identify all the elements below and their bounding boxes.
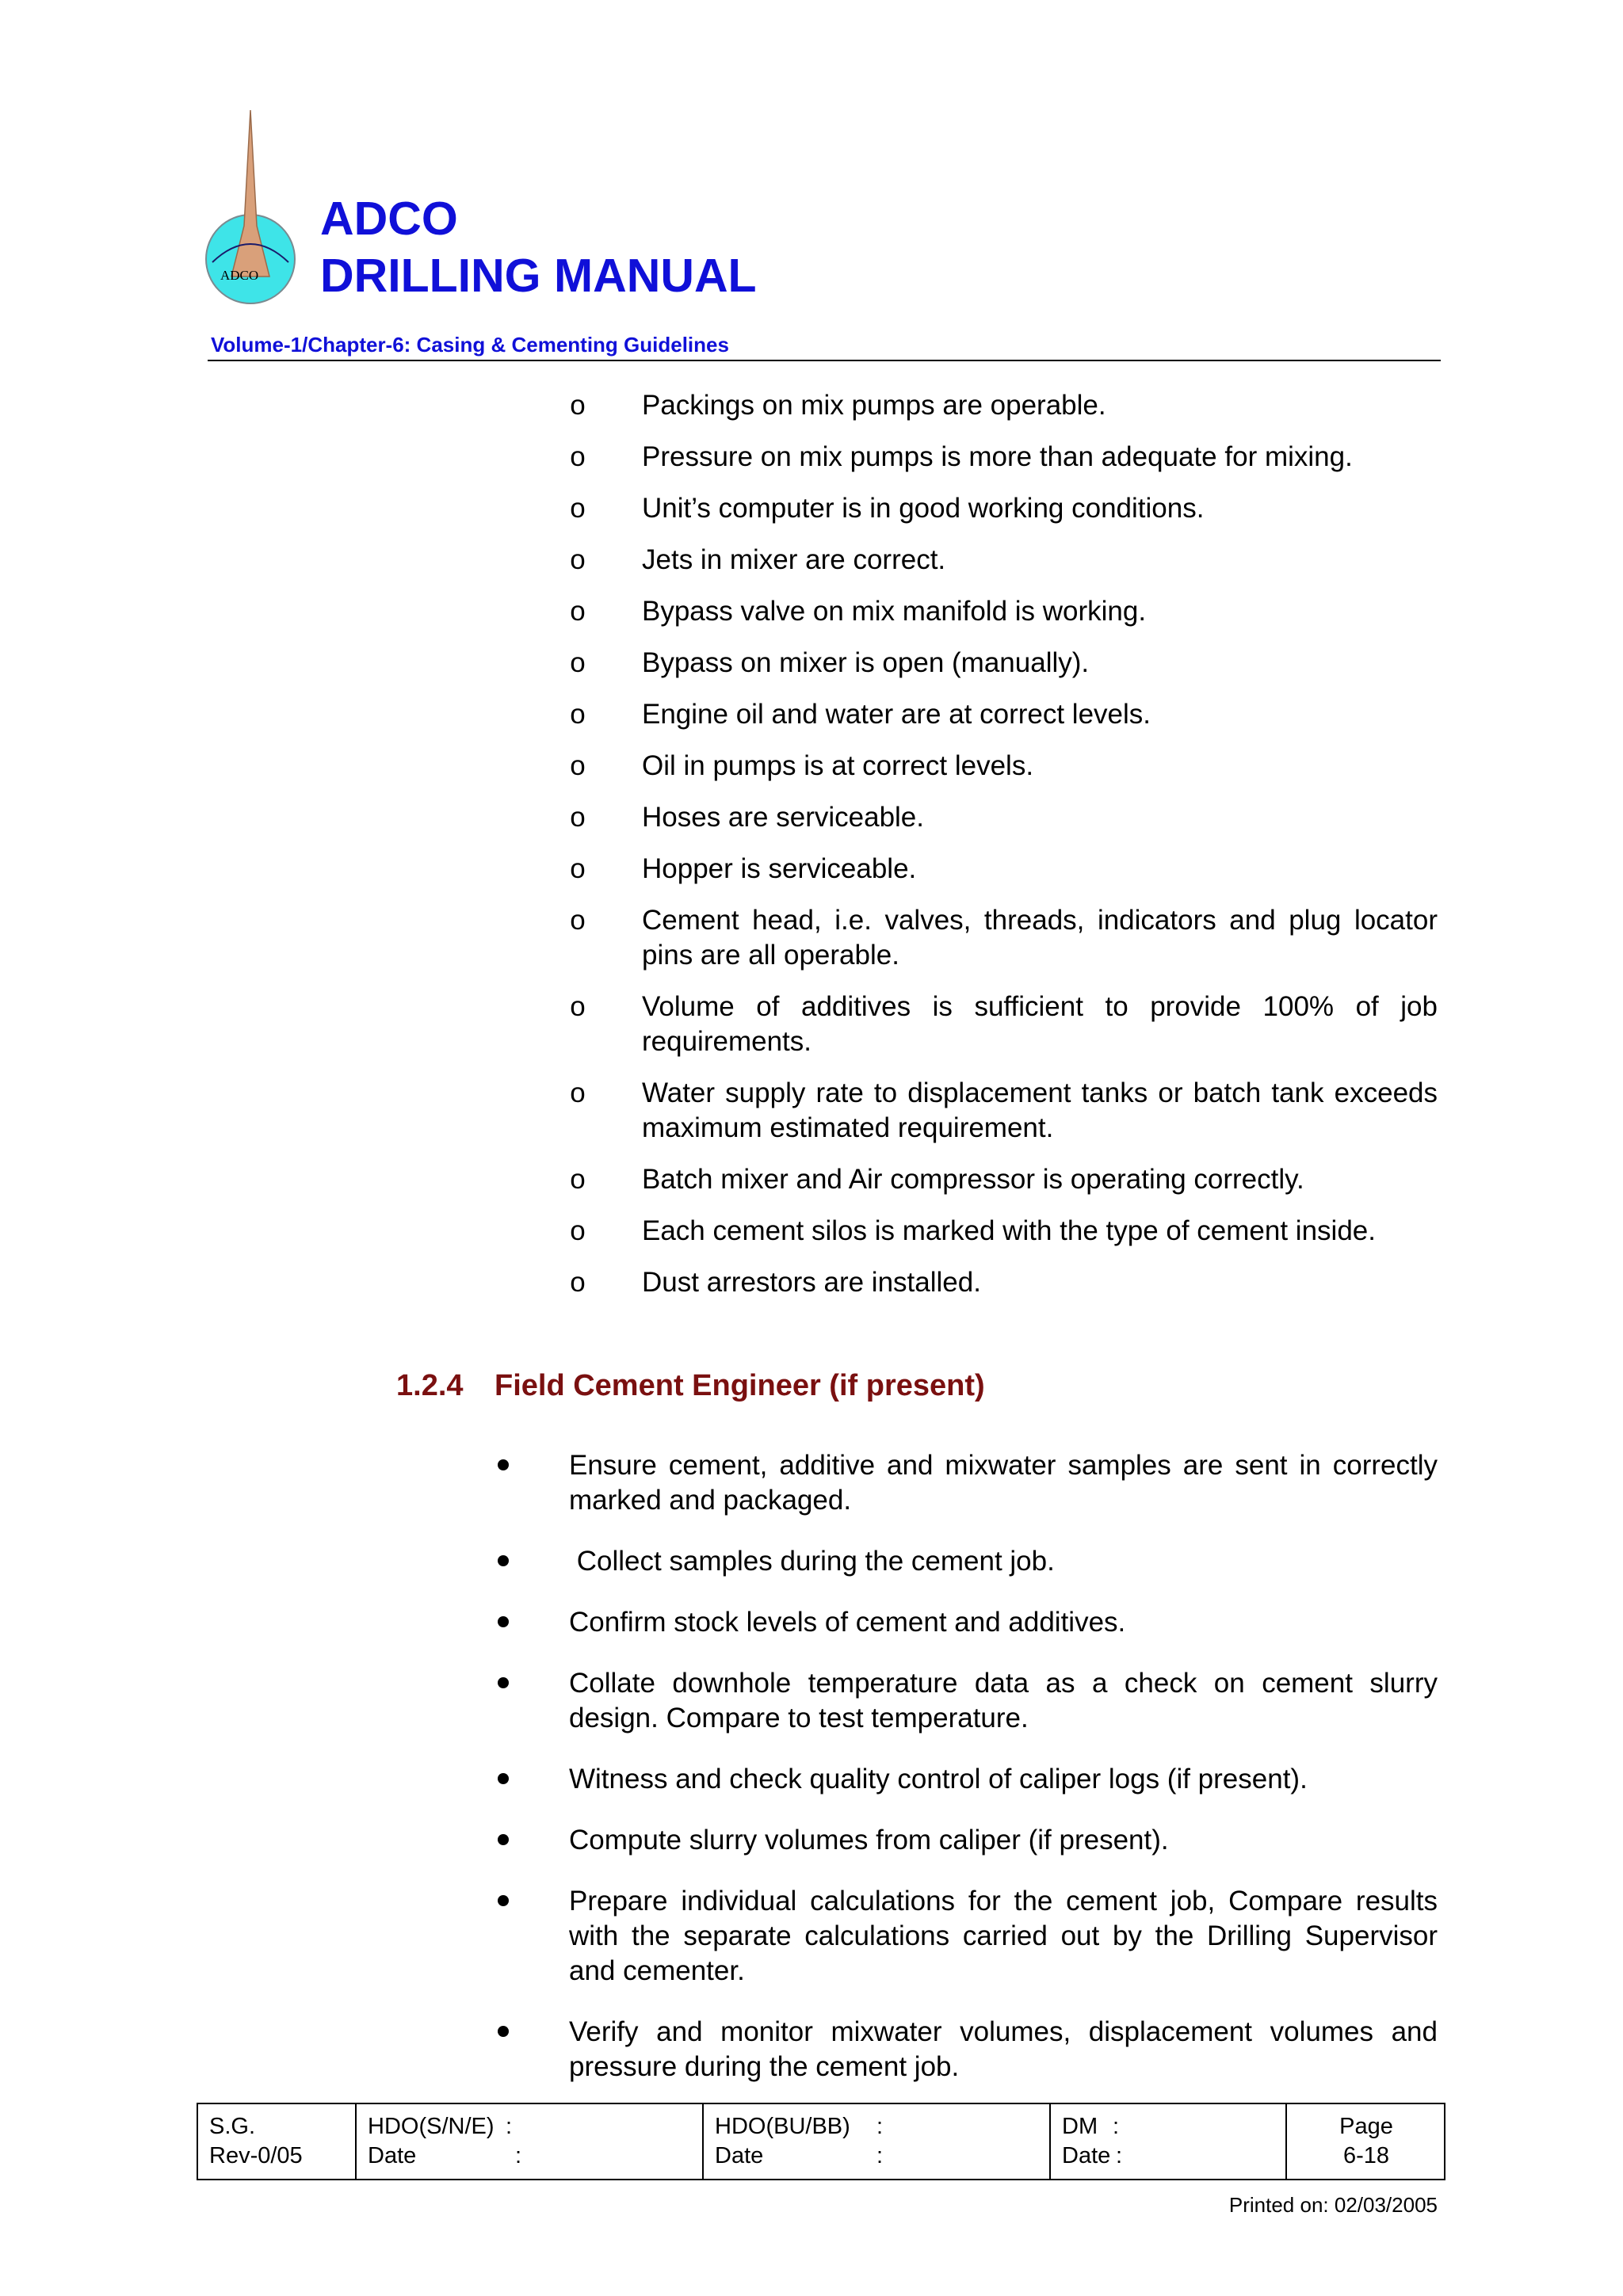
- bullet-item: [491, 1544, 1438, 1579]
- bullet-dot-icon: [498, 2026, 509, 2037]
- brand-title: [320, 190, 757, 304]
- section-title: Field Cement Engineer (if present): [495, 1369, 985, 1402]
- checklist-item: [566, 1214, 1438, 1249]
- footer-page-label: Page: [1339, 2114, 1393, 2139]
- checklist-item: [566, 697, 1438, 732]
- checklist-item: [566, 852, 1438, 887]
- footer-cell-dm: [1051, 2104, 1287, 2179]
- checklist-item: [566, 440, 1438, 475]
- checklist-item: [566, 800, 1438, 835]
- footer-colon: :: [876, 2143, 884, 2168]
- circle-bullet-icon: o: [570, 647, 586, 678]
- chapter-title: Volume-1/Chapter-6: Casing & Cementing Guidelines: [211, 333, 729, 357]
- bullet-item: [491, 1448, 1438, 1518]
- section-number: 1.2.4: [396, 1369, 464, 1402]
- checklist: [566, 388, 1438, 1317]
- bullet-item: [491, 1762, 1438, 1797]
- brand-line-1: ADCO: [320, 193, 458, 245]
- checklist-item-text: Dust arrestors are installed.: [642, 1267, 981, 1298]
- checklist-item: [566, 543, 1438, 578]
- circle-bullet-icon: o: [570, 1267, 586, 1298]
- footer-cell-hdo-bubb: [704, 2104, 1051, 2179]
- adco-logo: [197, 107, 307, 305]
- bullet-text: Witness and check quality control of caliper logs (if present).: [569, 1764, 1308, 1794]
- bullet-item: [491, 1884, 1438, 1989]
- footer-sg: S.G.: [209, 2114, 256, 2139]
- checklist-item-text: Bypass valve on mix manifold is working.: [642, 596, 1147, 627]
- footer-page-number: 6-18: [1342, 2143, 1390, 2168]
- circle-bullet-icon: o: [570, 802, 586, 833]
- footer-cell-page: [1287, 2104, 1444, 2179]
- bullet-dot-icon: [498, 1834, 509, 1845]
- bullet-dot-icon: [498, 1459, 509, 1470]
- bullet-dot-icon: [498, 1773, 509, 1784]
- footer-hdo-sne: HDO(S/N/E): [368, 2114, 495, 2139]
- bullet-text: Collect samples during the cement job.: [569, 1546, 1055, 1577]
- bullet-dot-icon: [498, 1616, 509, 1627]
- checklist-item: [566, 990, 1438, 1059]
- checklist-item-text: Batch mixer and Air compressor is operating correctly.: [642, 1164, 1304, 1195]
- footer-cell-hdo-sne: [357, 2104, 704, 2179]
- footer-colon: :: [515, 2143, 522, 2168]
- circle-bullet-icon: o: [570, 699, 586, 730]
- circle-bullet-icon: o: [570, 1164, 586, 1195]
- checklist-item: [566, 1076, 1438, 1146]
- circle-bullet-icon: o: [570, 905, 586, 936]
- checklist-item-text: Bypass on mixer is open (manually).: [642, 647, 1090, 678]
- circle-bullet-icon: o: [570, 750, 586, 781]
- checklist-item-text: Packings on mix pumps are operable.: [642, 390, 1106, 421]
- footer-hdo-bubb: HDO(BU/BB): [715, 2114, 850, 2139]
- circle-bullet-icon: o: [570, 1215, 586, 1246]
- printed-on: Printed on: 02/03/2005: [1228, 2193, 1438, 2217]
- circle-bullet-icon: o: [570, 853, 586, 884]
- bullet-dot-icon: [498, 1555, 509, 1566]
- bullet-dot-icon: [498, 1677, 509, 1688]
- footer-rev: Rev-0/05: [209, 2143, 303, 2168]
- bullet-list: [491, 1448, 1438, 2111]
- checklist-item-text: Oil in pumps is at correct levels.: [642, 750, 1034, 781]
- checklist-item-text: Hoses are serviceable.: [642, 802, 924, 833]
- footer-cell-sg: [198, 2104, 357, 2179]
- checklist-item: [566, 594, 1438, 629]
- bullet-item: [491, 1823, 1438, 1858]
- checklist-item: [566, 749, 1438, 784]
- footer-dm: DM: [1062, 2114, 1098, 2139]
- checklist-item-text: Engine oil and water are at correct levels.: [642, 699, 1151, 730]
- header-divider: [208, 360, 1441, 361]
- bullet-item: [491, 1605, 1438, 1640]
- footer-colon: :: [876, 2114, 884, 2139]
- bullet-text: Confirm stock levels of cement and additives.: [569, 1607, 1126, 1638]
- checklist-item-text: Each cement silos is marked with the type of cement inside.: [642, 1215, 1376, 1246]
- footer-colon: :: [506, 2114, 513, 2139]
- bullet-text: Collate downhole temperature data as a check on cement slurry design. Compare to test temperature.: [569, 1668, 1438, 1733]
- circle-bullet-icon: o: [570, 544, 586, 575]
- footer-colon: :: [1113, 2114, 1120, 2139]
- checklist-item: [566, 388, 1438, 423]
- footer-date-label: Date: [368, 2143, 417, 2168]
- checklist-item: [566, 646, 1438, 681]
- checklist-item-text: Pressure on mix pumps is more than adequate for mixing.: [642, 441, 1353, 472]
- circle-bullet-icon: o: [570, 493, 586, 524]
- checklist-item-text: Volume of additives is sufficient to provide 100% of job requirements.: [642, 991, 1438, 1057]
- circle-bullet-icon: o: [570, 1077, 586, 1108]
- footer-approval-table: [197, 2103, 1445, 2180]
- logo-text: ADCO: [220, 268, 259, 283]
- circle-bullet-icon: o: [570, 390, 586, 421]
- checklist-item-text: Cement head, i.e. valves, threads, indicators and plug locator pins are all operable.: [642, 905, 1438, 971]
- circle-bullet-icon: o: [570, 596, 586, 627]
- checklist-item: [566, 903, 1438, 973]
- bullet-text: Ensure cement, additive and mixwater samples are sent in correctly marked and packaged.: [569, 1450, 1438, 1516]
- bullet-item: [491, 2015, 1438, 2084]
- footer-colon: :: [1116, 2143, 1123, 2168]
- bullet-text: Verify and monitor mixwater volumes, displacement volumes and pressure during the cement job.: [569, 2016, 1438, 2082]
- bullet-dot-icon: [498, 1895, 509, 1906]
- circle-bullet-icon: o: [570, 441, 586, 472]
- bullet-text: Compute slurry volumes from caliper (if present).: [569, 1825, 1169, 1855]
- checklist-item-text: Unit’s computer is in good working conditions.: [642, 493, 1205, 524]
- section-heading: [396, 1369, 985, 1403]
- checklist-item: [566, 1162, 1438, 1197]
- circle-bullet-icon: o: [570, 991, 586, 1022]
- checklist-item-text: Hopper is serviceable.: [642, 853, 917, 884]
- footer-date-label: Date: [715, 2143, 764, 2168]
- checklist-item: [566, 491, 1438, 526]
- brand-line-2: DRILLING MANUAL: [320, 250, 757, 302]
- checklist-item-text: Jets in mixer are correct.: [642, 544, 946, 575]
- checklist-item-text: Water supply rate to displacement tanks or batch tank exceeds maximum estimated requirement.: [642, 1077, 1438, 1143]
- footer-date-label: Date: [1062, 2143, 1111, 2168]
- bullet-text: Prepare individual calculations for the cement job, Compare results with the separate calculations carried out by the Drilling Supervisor and cementer.: [569, 1886, 1438, 1986]
- bullet-item: [491, 1666, 1438, 1736]
- checklist-item: [566, 1265, 1438, 1300]
